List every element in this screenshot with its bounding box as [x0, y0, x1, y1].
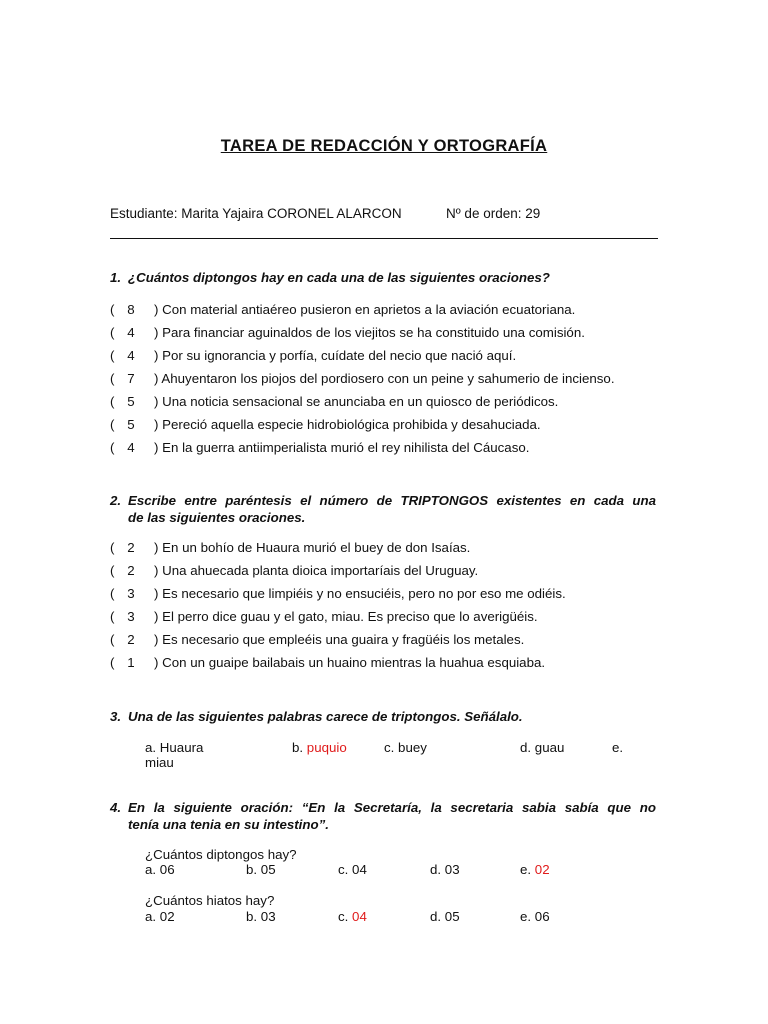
- sentence-text: ) El perro dice guau y el gato, miau. Es preciso que lo averigüéis.: [154, 609, 538, 624]
- q4-sub1-option-b: b. 05: [246, 862, 276, 877]
- sentence-text: ) En un bohío de Huaura murió el buey de don Isaías.: [154, 540, 471, 555]
- sentence-text: ) Una noticia sensacional se anunciaba en un quiosco de periódicos.: [154, 394, 559, 409]
- q4-subquestion-2: ¿Cuántos hiatos hay?: [145, 893, 275, 908]
- question-number: 1.: [110, 270, 122, 285]
- order-number: Nº de orden: 29: [446, 206, 541, 221]
- answer-value: 4: [127, 325, 135, 340]
- page-title: TAREA DE REDACCIÓN Y ORTOGRAFÍA: [220, 137, 548, 155]
- answer-value: 2: [127, 632, 135, 647]
- answer-value: 3: [127, 609, 135, 624]
- answer-value: 2: [127, 563, 135, 578]
- answer-value: 3: [127, 586, 135, 601]
- q3-option-d: d. guau: [520, 740, 565, 755]
- q3-option-a: a. Huaura: [145, 740, 204, 755]
- q4-subquestion-1: ¿Cuántos diptongos hay?: [145, 847, 297, 862]
- sentence-text: ) En la guerra antiimperialista murió el rey nihilista del Cáucaso.: [154, 440, 530, 455]
- q4-sub1-option-a: a. 06: [145, 862, 175, 877]
- selected-answer: 02: [534, 862, 550, 877]
- document-page: TAREA DE REDACCIÓN Y ORTOGRAFÍA Estudiante: Marita Yajaira CORONEL ALARCON Nº de orden: 29 1. ¿Cuántos diptongos hay en cada una de las siguientes oraciones? ( 8 ) Con material antiaéreo pusieron en aprietos a la aviación ecuatoriana. ( 4 ) Para financiar aguinaldos de los viejitos se ha constituido una comisión. ( 4 ) Por su ignorancia y porfía, cuídate del necio que nació aquí. ( 7 ) Ahuyentaron los piojos del pordiosero con un peine y sahumerio de incienso. ( 5 ) Una noticia sensacional se anunciaba en un quiosco de periódicos. ( 5 ) Pereció aquella especie hidrobiológica prohibida y desahuciada. ( 4 ) En la guerra antiimperialista murió el rey nihilista del Cáucaso. 2. Escribe entre paréntesis el número de TRIPTONGOS existentes en cada una de las siguientes oraciones. ( 2 ) En un bohío de Huaura murió el buey de don Isaías. ( 2 ) Una ahuecada planta dioica importaríais del Uruguay. ( 3 ) Es necesario que limpiéis y no ensuciéis, pero no por eso me odiéis. ( 3 ) El perro dice guau y el gato, miau. Es preciso que lo averigüéis. ( 2 ) Es necesario que empleéis una guaira y fragüéis los metales. ( 1 ) Con un guaipe bailabais un huaino mientras la huahua esquiaba. 3. Una de las siguientes palabras carece de triptongos. Señálalo. a. Huaura b. puquio c. buey d. guau e. miau 4. En la siguiente oración: “En la Secretaría, la secretaria sabia sabía que no tenía una tenia en su intestino”. ¿Cuántos diptongos hay? a. 06 b. 05 c. 04 d. 03 e. 02 ¿Cuántos hiatos hay? a. 02 b. 03 c. 04 d. 05 e. 06: [0, 0, 768, 1024]
- question-text: ¿Cuántos diptongos hay en cada una de las siguientes oraciones?: [128, 270, 550, 285]
- answer-value: 5: [127, 417, 135, 432]
- sentence-text: ) Es necesario que empleéis una guaira y fragüéis los metales.: [154, 632, 525, 647]
- answer-value: 1: [127, 655, 135, 670]
- question-number: 3.: [110, 709, 122, 724]
- q4-sub1-option-d: d. 03: [430, 862, 460, 877]
- q4-sub2-option-b: b. 03: [246, 909, 276, 924]
- answer-value: 2: [127, 540, 135, 555]
- q3-option-b: b. puquio: [292, 740, 347, 755]
- q4-sub2-option-c: c. 04: [338, 909, 367, 924]
- sentence-text: ) Una ahuecada planta dioica importaríais del Uruguay.: [154, 563, 479, 578]
- sentence-text: ) Para financiar aguinaldos de los viejitos se ha constituido una comisión.: [154, 325, 585, 340]
- student-name: Estudiante: Marita Yajaira CORONEL ALARCON: [110, 206, 402, 221]
- selected-answer: puquio: [306, 740, 347, 755]
- sentence-text: ) Es necesario que limpiéis y no ensuciéis, pero no por eso me odiéis.: [154, 586, 566, 601]
- sentence-text: ) Pereció aquella especie hidrobiológica prohibida y desahuciada.: [154, 417, 541, 432]
- answer-value: 4: [127, 440, 135, 455]
- selected-answer: 04: [352, 909, 367, 924]
- answer-value: 4: [127, 348, 135, 363]
- answer-value: 8: [127, 302, 135, 317]
- q4-sub2-option-a: a. 02: [145, 909, 175, 924]
- question-3-heading: [110, 708, 656, 725]
- sentence-text: ) Por su ignorancia y porfía, cuídate del necio que nació aquí.: [154, 348, 517, 363]
- question-number: 4.: [110, 800, 122, 815]
- question-4-heading: [110, 799, 656, 833]
- answer-value: 5: [127, 394, 135, 409]
- answer-value: 7: [127, 371, 135, 386]
- question-text: Una de las siguientes palabras carece de triptongos. Señálalo.: [128, 709, 523, 724]
- q4-sub2-option-d: d. 05: [430, 909, 460, 924]
- q3-option-e-text: miau: [145, 755, 174, 770]
- question-text-line-1: Escribe entre paréntesis el número de TRIPTONGOS existentes en cada una: [128, 493, 656, 508]
- q3-option-c: c. buey: [384, 740, 427, 755]
- sentence-text: ) Ahuyentaron los piojos del pordiosero con un peine y sahumerio de incienso.: [154, 371, 615, 386]
- question-text-line-1: En la siguiente oración: “En la Secretaría, la secretaria sabia sabía que no: [128, 800, 656, 815]
- question-1-heading: [110, 269, 656, 286]
- header-divider: [110, 238, 658, 239]
- question-number: 2.: [110, 493, 122, 508]
- q3-option-e-letter: e.: [612, 740, 624, 755]
- question-text-line-2: tenía una tenia en su intestino”.: [128, 817, 329, 832]
- sentence-text: ) Con material antiaéreo pusieron en aprietos a la aviación ecuatoriana.: [154, 302, 576, 317]
- question-2-heading: [110, 492, 656, 526]
- question-text-line-2: de las siguientes oraciones.: [128, 510, 306, 525]
- q4-sub1-option-e: e. 02: [520, 862, 550, 877]
- q4-sub1-option-c: c. 04: [338, 862, 367, 877]
- q4-sub2-option-e: e. 06: [520, 909, 550, 924]
- sentence-text: ) Con un guaipe bailabais un huaino mientras la huahua esquiaba.: [154, 655, 546, 670]
